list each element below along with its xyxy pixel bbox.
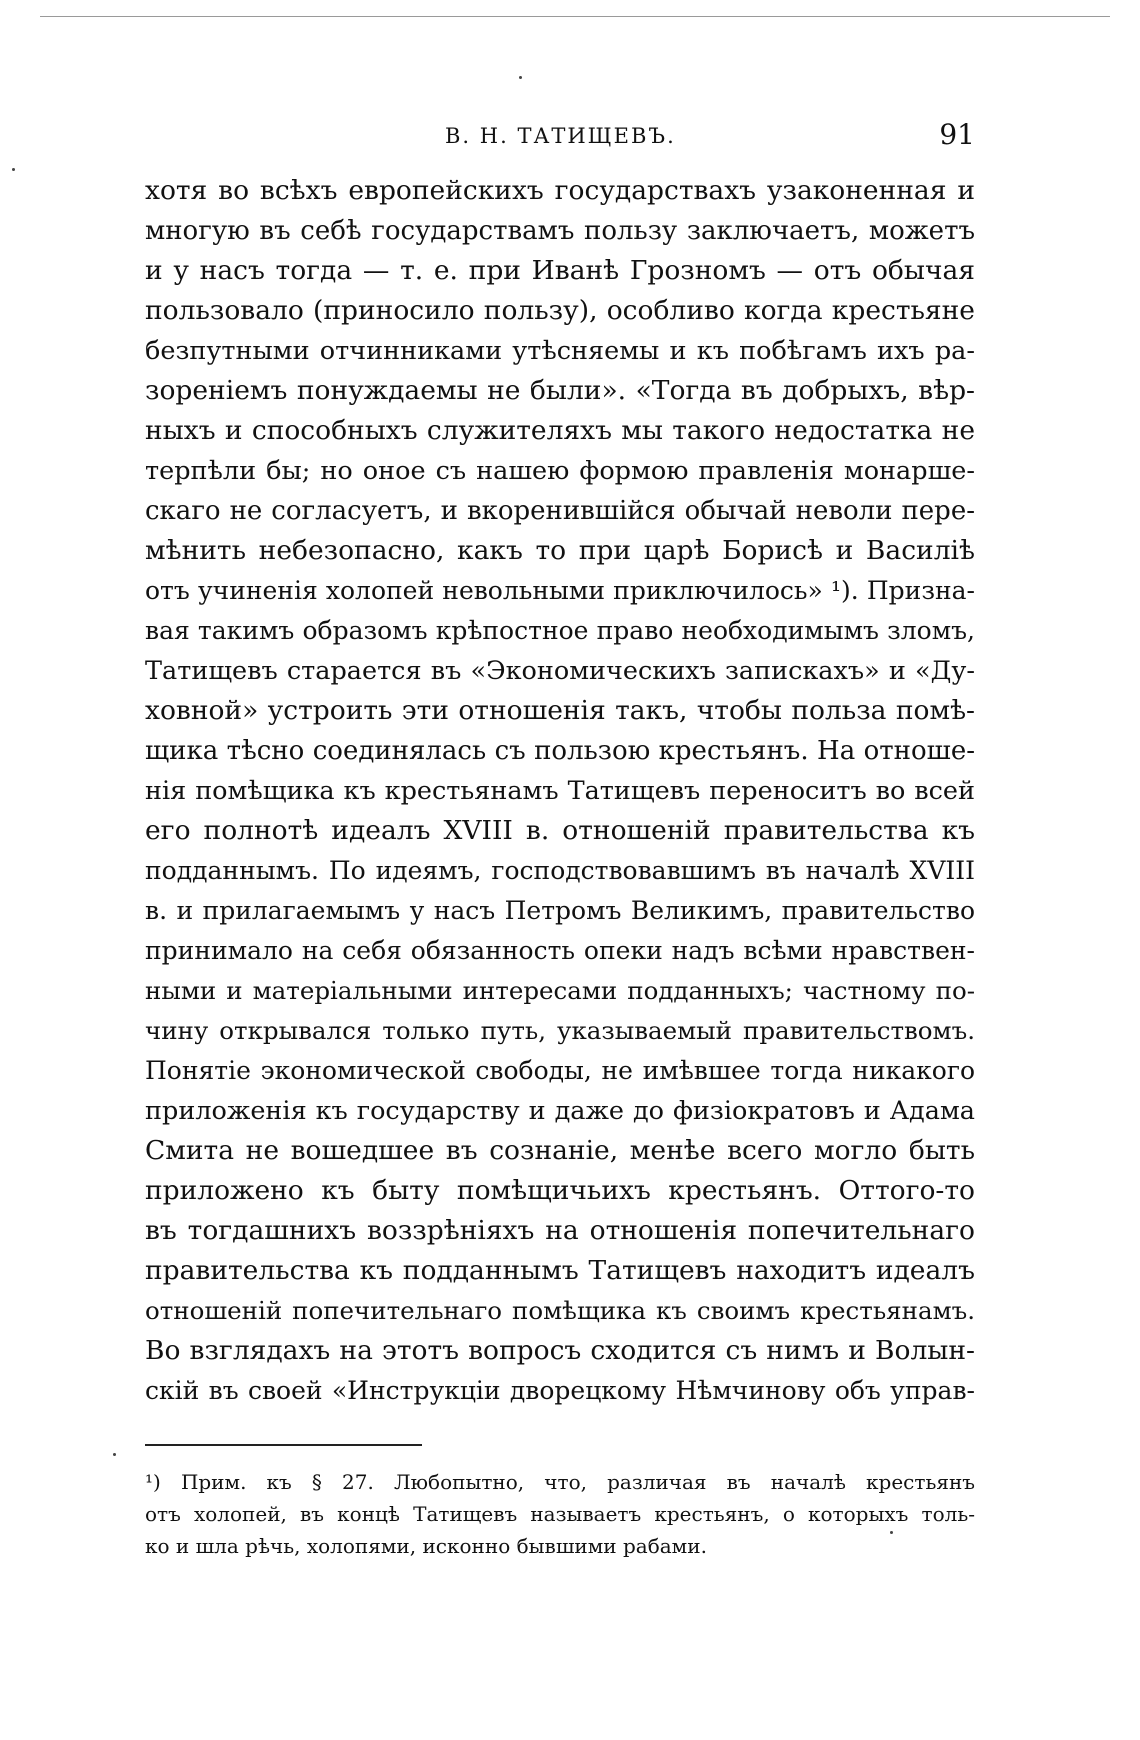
text-line: пользовало (приносило пользу), особливо когда крестьяне [145,295,975,326]
text-line: вая такимъ образомъ крѣпостное право необходимымъ зломъ, [145,616,975,645]
text-line: правительства къ подданнымъ Татищевъ находитъ идеалъ [145,1255,975,1286]
text-line: Смита не вошедшее въ сознаніе, менѣе всего могло быть [145,1135,975,1166]
text-line: хотя во всѣхъ европейскихъ государствахъ узаконенная и [145,175,975,206]
text-line: отношеній попечительнаго помѣщика къ своимъ крестьянамъ. [145,1296,975,1325]
text-line: безпутными отчинниками утѣсняемы и къ побѣгамъ ихъ ра- [145,336,975,366]
text-line: щика тѣсно соединялась съ пользою крестьянъ. На отноше- [145,736,975,766]
text-line: Понятіе экономической свободы, не имѣвшее тогда никакого [145,1056,975,1085]
top-edge-rule [40,16,1110,17]
page-header [145,118,975,158]
text-line: ными и матеріальными интересами подданныхъ; частному по- [145,976,975,1005]
footnote-line: отъ холопей, въ концѣ Татищевъ называетъ крестьянъ, о которыхъ толь- [145,1502,975,1526]
body-text [145,171,975,1411]
text-line: в. и прилагаемымъ у насъ Петромъ Великимъ, правительство [145,896,975,925]
running-head: В. Н. ТАТИЩЕВЪ. [445,124,676,148]
footnote-line: ко и шла рѣчь, холопями, исконно бывшими рабами. [145,1534,707,1558]
text-line: многую въ себѣ государствамъ пользу заключаетъ, можетъ [145,216,975,246]
text-line: скій въ своей «Инструкціи дворецкому Нѣмчинову объ управ- [145,1376,975,1405]
text-line: приложенія къ государству и даже до физіократовъ и Адама [145,1096,975,1126]
speck-mark [12,168,15,171]
text-line: принимало на себя обязанность опеки надъ всѣми нравствен- [145,936,975,965]
footnote-divider [145,1444,422,1446]
text-line: Во взглядахъ на этотъ вопросъ сходится съ нимъ и Волын- [145,1335,975,1366]
text-line: въ тогдашнихъ воззрѣніяхъ на отношенія попечительнаго [145,1215,975,1246]
text-line: нія помѣщика къ крестьянамъ Татищевъ переноситъ во всей [145,776,975,806]
text-line: ховной» устроить эти отношенія такъ, чтобы польза помѣ- [145,695,975,726]
text-line: мѣнить небезопасно, какъ то при царѣ Борисѣ и Василіѣ [145,535,975,566]
speck-mark [113,1453,116,1456]
text-line: зореніемъ понуждаемы не были». «Тогда въ добрыхъ, вѣр- [145,375,975,406]
text-line: ныхъ и способныхъ служителяхъ мы такого недостатка не [145,415,975,446]
text-line: терпѣли бы; но оное съ нашею формою правленія монарше- [145,456,975,486]
text-line: и у насъ тогда — т. е. при Иванѣ Грозномъ — отъ обычая [145,255,975,286]
text-line: скаго не согласуетъ, и вкоренившійся обычай неволи пере- [145,496,975,526]
text-line: Татищевъ старается въ «Экономическихъ запискахъ» и «Ду- [145,656,975,686]
footnote-line: ¹) Прим. къ § 27. Любопытно, что, различая въ началѣ крестьянъ [145,1470,975,1494]
speck-mark [519,76,522,79]
text-line: чину открывался только путь, указываемый правительствомъ. [145,1016,975,1045]
text-line: приложено къ быту помѣщичьихъ крестьянъ. Оттого-то [145,1175,975,1206]
footnote [145,1466,975,1562]
text-line: отъ учиненія холопей невольными приключилось» ¹). Призна- [145,576,975,605]
text-line: подданнымъ. По идеямъ, господствовавшимъ въ началѣ XVIII [145,856,975,885]
text-line: его полнотѣ идеалъ XVIII в. отношеній правительства къ [145,815,975,846]
page-number: 91 [939,118,975,151]
